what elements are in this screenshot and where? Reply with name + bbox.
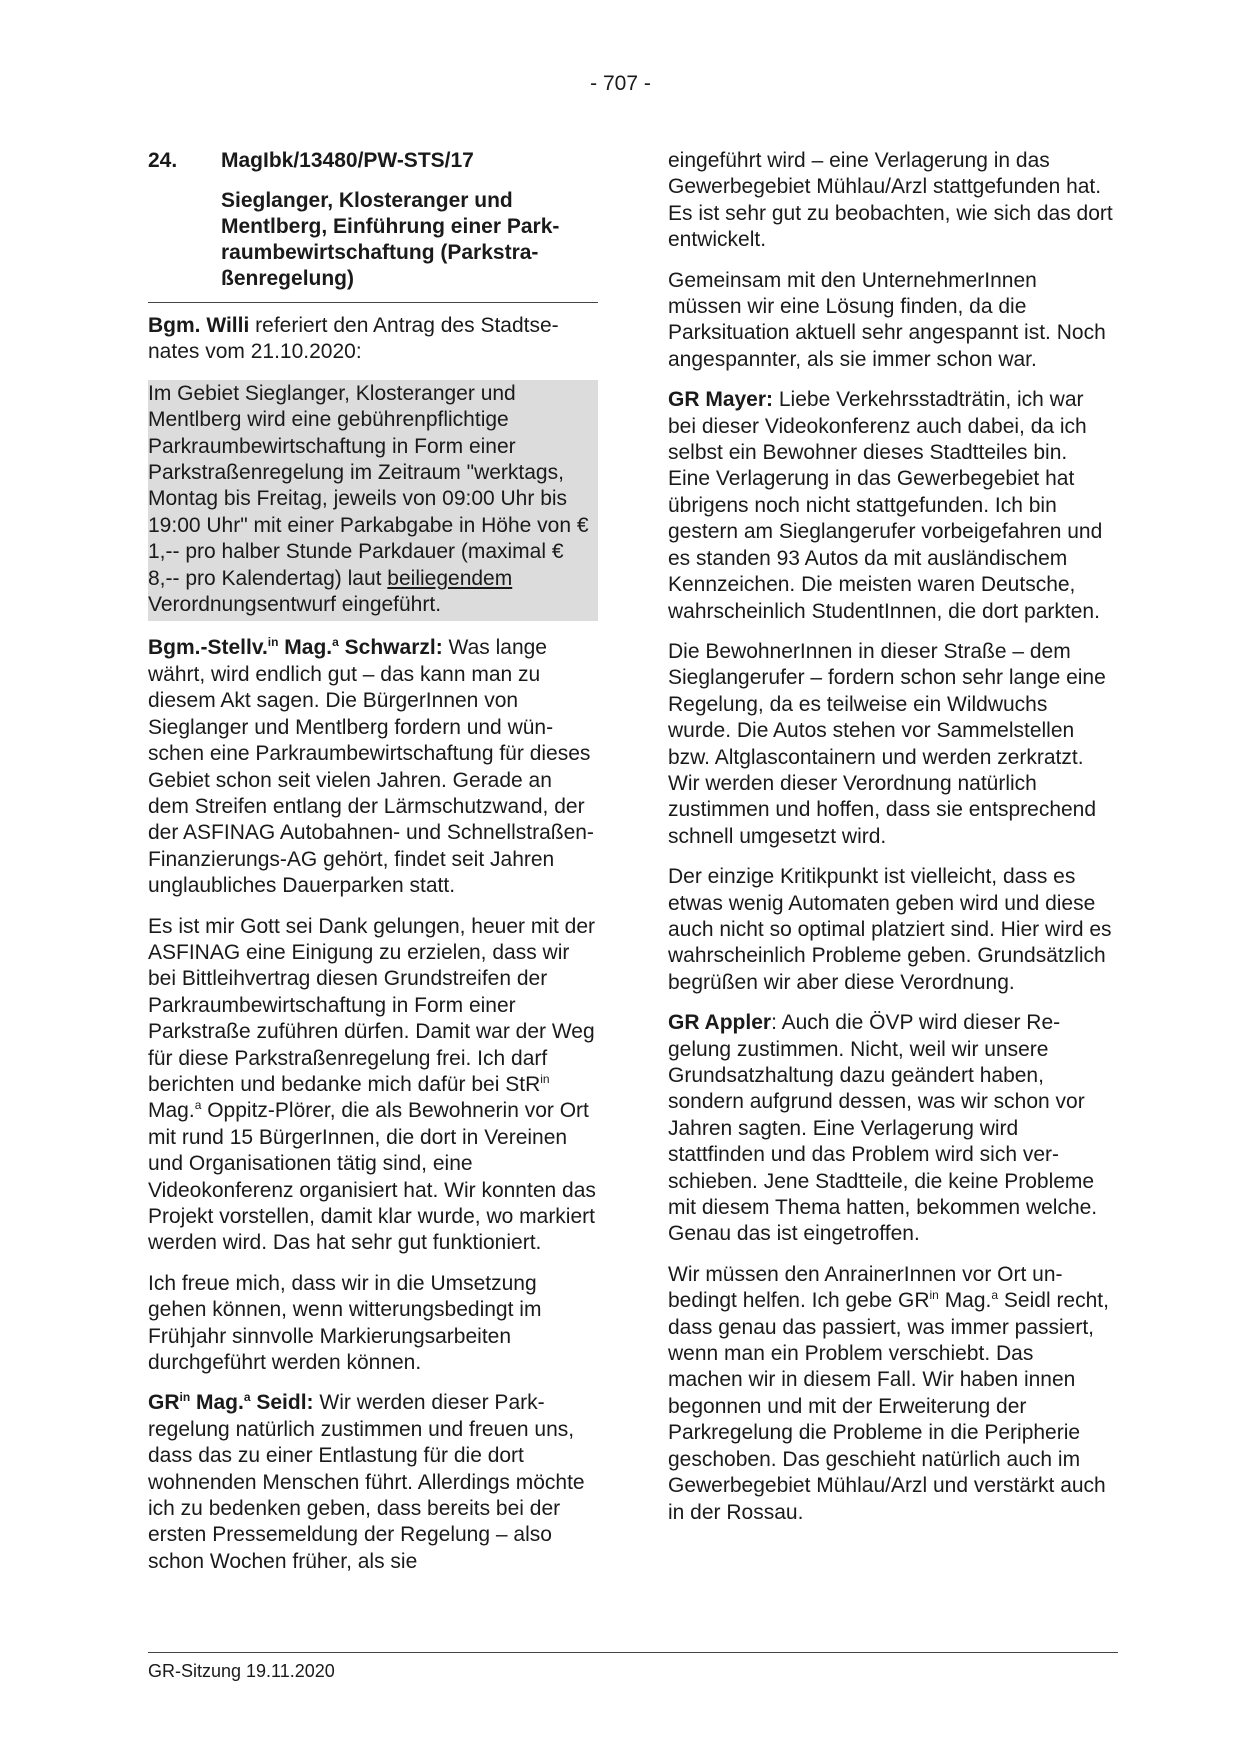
agenda-item-header	[148, 148, 598, 174]
item-title: Sieglanger, Klosteranger und Mentlberg, Einführung einer Parkraumbewirtschaftung (Parkstraßenregelung)	[221, 189, 560, 290]
motion-underlined-word: beiliegendem	[387, 566, 513, 590]
motion-text-box	[148, 380, 598, 622]
statement-seidl	[148, 1390, 598, 1575]
paragraph-text: : Auch die ÖVP wird dieser Regelung zustimmen. Nicht, weil wir unsere Grundsatzhaltung dazu geändert haben, sondern aufgrund dessen, was wir schon vor Jahren sagten. Eine Verlagerung wird stattfinden und das Problem wird sich verschieben. Jene Stadtteile, die keine Probleme mit diesem Thema hatten, bekommen welche. Genau das ist eingetroffen.	[668, 1011, 1098, 1246]
footer-divider	[148, 1652, 1118, 1653]
paragraph-criticism: Der einzige Kritikpunkt ist vielleicht, dass es etwas wenig Automaten geben wird und diese auch nicht so optimal platziert sind. Hier wird es wahrscheinlich Probleme geben. Grundsätzlich begrüßen wir aber diese Verordnung.	[668, 865, 1112, 994]
statement-appler	[668, 1010, 1113, 1248]
speaker-name: GR Mayer:	[668, 388, 774, 412]
footer-session-date: GR-Sitzung 19.11.2020	[148, 1661, 335, 1681]
right-column	[668, 148, 1113, 1540]
paragraph-text: Liebe Verkehrsstadträtin, ich war bei dieser Videokonferenz auch dabei, da ich selbst ein Bewohner dieses Stadtteiles bin. Eine Verlagerung in das Gewerbegebiet hat übrigens noch nicht stattgefunden. Ich bin gestern am Sieglangerufer vorbeigefahren und es standen 93 Autos da mit ausländischem Kennzeichen. Die meisten waren Deutsche, wahrscheinlich StudentInnen, die dort parkten.	[668, 388, 1103, 623]
paragraph-entrepreneurs: Gemeinsam mit den UnternehmerInnen müssen wir eine Lösung finden, da die Parksituation aktuell sehr angespannt ist. Noch angespannter, als sie immer schon war.	[668, 268, 1106, 371]
paragraph-text: referiert den Antrag des Stadtsenates vom 21.10.2020:	[148, 314, 559, 364]
title-divider	[148, 302, 598, 303]
statement-schwarzl	[148, 635, 598, 899]
paragraph-text: Was lange währt, wird endlich gut – das kann man zu diesem Akt sagen. Die BürgerInnen von Sieglanger und Mentlberg fordern und wünschen eine Parkraumbewirtschaftung für dieses Gebiet schon seit vielen Jahren. Gerade an dem Streifen entlang der Lärmschutzwand, der der ASFINAG Autobahnen- und Schnellstraßen-Finanzierungs-AG gehört, findet seit Jahren unglaubliches Dauerparken statt.	[148, 636, 594, 898]
speaker-name: Bgm. Willi	[148, 314, 250, 337]
item-reference: MagIbk/13480/PW-STS/17	[221, 149, 474, 172]
paragraph-implementation: Ich freue mich, dass wir in die Umsetzung gehen können, wenn witterungsbedingt im Frühjahr sinnvolle Markierungsarbeiten durchgeführt werden können.	[148, 1271, 542, 1375]
item-number: 24.	[148, 149, 178, 172]
paragraph-help-residents: Wir müssen den AnrainerInnen vor Ort unbedingt helfen. Ich gebe $GR^{in}$ Mag.$^a$ Seidl recht, dass genau das passiert, was immer passiert, wenn man ein Problem verschiebt. Das machen wir in diesem Fall. Wir haben innen begonnen und mit der Erweiterung der Parkregelung die Probleme in die Peripherie geschoben. Das geschieht natürlich auch im Gewerbegebiet Mühlau/Arzl und verstärkt auch in der Rossau.	[668, 1262, 1109, 1524]
paragraph-text: Wir werden dieser Parkregelung natürlich zustimmen und freuen uns, dass das zu einer Entlastung für die dort wohnenden Menschen führt. Allerdings möchte ich zu bedenken geben, dass bereits bei der ersten Pressemeldung der Regelung – also schon Wochen früher, als sie	[148, 1391, 585, 1573]
left-column	[148, 148, 598, 1589]
paragraph-asfinag: Es ist mir Gott sei Dank gelungen, heuer mit der ASFINAG eine Einigung zu erzielen, dass wir bei Bittleihvertrag diesen Grundstreifen der Parkraumbewirtschaftung in Form einer Parkstraße zuführen dürfen. Damit war der Weg für diese Parkstraßenregelung frei. Ich darf berichten und bedanke mich dafür bei StR$^{in}$ Mag.$^a$ Oppitz-Plörer, die als Bewohnerin vor Ort mit rund 15 BürgerInnen, die dort in Vereinen und Organisationen tätig sind, eine Videokonferenz organisiert hat. Wir konnten das Projekt vorstellen, damit klar wurde, wo markiert werden wird. Das hat sehr gut funktioniert.	[148, 914, 596, 1255]
motion-text: Im Gebiet Sieglanger, Klosteranger und Mentlberg wird eine gebührenpflichtige Parkraumbewirtschaftung in Form einer Parkstraßenregelung im Zeitraum "werktags, Montag bis Freitag, jeweils von 09:00 Uhr bis 19:00 Uhr" mit einer Parkabgabe in Höhe von € 1,-- pro halber Stunde Parkdauer (maximal € 8,-- pro Kalendertag) laut	[148, 381, 589, 590]
page-number: - 707 -	[590, 72, 651, 95]
speaker-name: GR Appler	[668, 1011, 772, 1035]
intro-paragraph	[148, 313, 598, 366]
motion-text-end: Verordnungsentwurf eingeführt.	[148, 593, 442, 617]
speaker-name: $GR^{in}$ Mag.$^a$ Seidl:	[148, 1390, 314, 1415]
speaker-name: Bgm.-Stellv.$^{in}$ Mag.$^a$ Schwarzl:	[148, 635, 443, 660]
paragraph-relocation: eingeführt wird – eine Verlagerung in das Gewerbegebiet Mühlau/Arzl stattgefunden hat. Es ist sehr gut zu beobachten, wie sich das dort entwickelt.	[668, 149, 1113, 252]
paragraph-residents: Die BewohnerInnen in dieser Straße – dem Sieglangerufer – fordern schon sehr lange eine Regelung, da es teilweise ein Wildwuchs wurde. Die Autos stehen vor Sammelstellen bzw. Altglascontainern und werden zerkratzt. Wir werden dieser Verordnung natürlich zustimmen und hoffen, dass sie entsprechend schnell umgesetzt wird.	[668, 639, 1106, 848]
statement-mayer	[668, 387, 1113, 625]
